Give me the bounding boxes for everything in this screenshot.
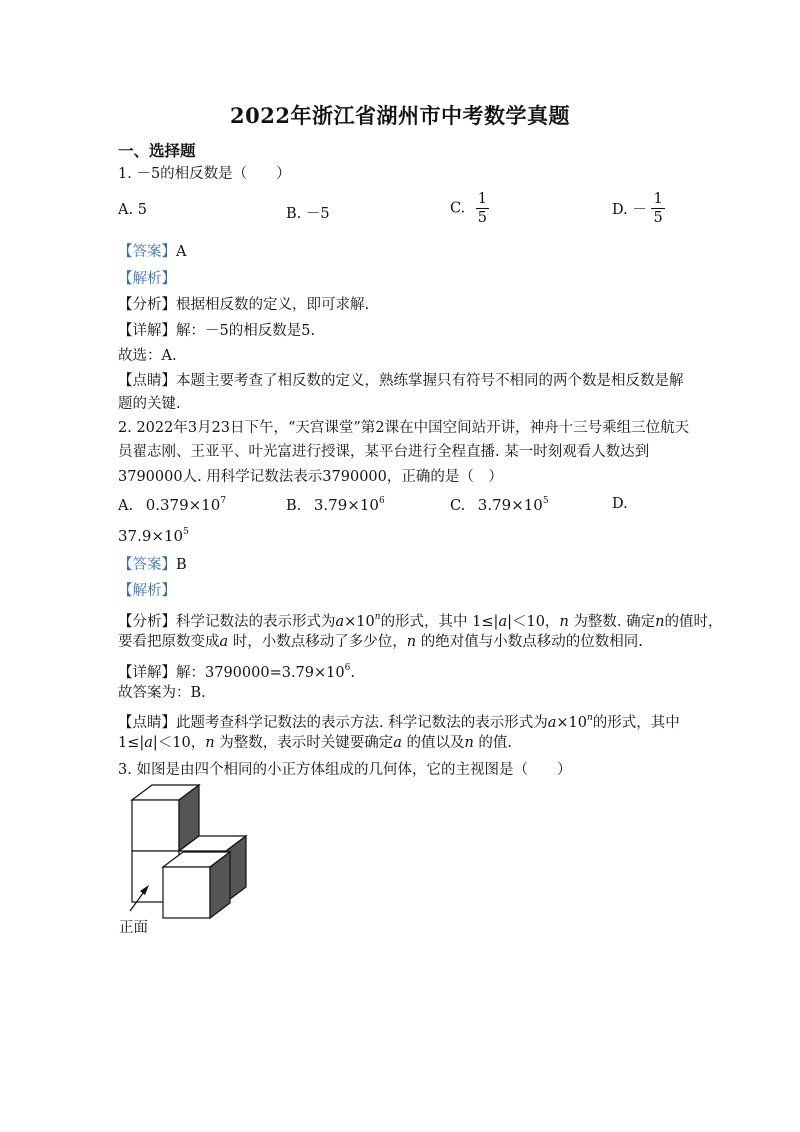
q2-option-d-value xyxy=(118,527,189,545)
q1-analysis-tag: 【解析】 xyxy=(118,271,176,287)
answer-value: A xyxy=(176,244,187,260)
fraction-numerator: 1 xyxy=(653,191,663,207)
q1-dianjing-line2: 题的关键. xyxy=(118,396,181,412)
front-cube-front-face xyxy=(163,867,210,918)
option-label: C. xyxy=(450,498,466,514)
sci-base: 3.79×10 xyxy=(477,496,543,514)
sci-exponent: 5 xyxy=(183,527,189,537)
q1-answer xyxy=(118,241,186,263)
top-cube-front-face xyxy=(132,800,179,851)
q2-dianjing-line1: 【点睛】此题考查科学记数法的表示方法. 科学记数法的表示形式为$a\times 10^n$的形式，其中 xyxy=(118,713,680,731)
answer-tag: 【答案】 xyxy=(118,244,176,260)
q1-option-c xyxy=(450,190,489,227)
q1-fenxi: 【分析】根据相反数的定义，即可求解. xyxy=(118,297,370,313)
q1-option-d xyxy=(612,190,665,227)
front-view-label: 正面 xyxy=(119,920,148,936)
q1-option-b: B. －5 xyxy=(286,206,330,222)
q2-option-a xyxy=(118,496,226,514)
q1-dianjing-line1: 【点睛】本题主要考查了相反数的定义，熟练掌握只有符号不相同的两个数是相反数是解 xyxy=(118,373,684,389)
option-label: A. xyxy=(118,498,134,514)
answer-tag: 【答案】 xyxy=(118,557,176,573)
q1-option-c-fraction xyxy=(476,190,489,227)
q1-option-d-label: D. － xyxy=(612,202,647,218)
q2-dianjing-line2: 1≤|a|＜10，n 为整数，表示时关键要确定a 的值以及n 的值. xyxy=(118,735,513,751)
q2-stem-line3: 3790000人. 用科学记数法表示3790000，正确的是（ ） xyxy=(118,469,503,485)
q2-fenxi-line2: 要看把原数变成a 时，小数点移动了多少位，n 的绝对值与小数点移动的位数相同. xyxy=(118,634,643,650)
fraction-denominator: 5 xyxy=(477,210,488,226)
q2-xiangjie: 【详解】解：$3790000=3.79\times 10^6$. xyxy=(118,663,355,681)
q2-guxuan: 故答案为：B. xyxy=(118,685,206,701)
q3-stem: 3. 如图是由四个相同的小正方体组成的几何体，它的主视图是（ ） xyxy=(118,762,572,778)
fraction-denominator: 5 xyxy=(653,210,663,226)
q1-option-a: A. 5 xyxy=(118,202,147,218)
sci-base: 0.379×10 xyxy=(145,496,221,514)
option-label: B. xyxy=(286,498,302,514)
answer-value: B xyxy=(176,557,187,573)
q1-stem: 1. －5的相反数是（ ） xyxy=(118,166,291,182)
sci-exponent: 5 xyxy=(542,496,549,506)
q1-xiangjie: 【详解】解：－5的相反数是5. xyxy=(118,323,316,339)
page-title: 2022年浙江省湖州市中考数学真题 xyxy=(230,103,570,128)
q1-guxuan: 故选：A. xyxy=(118,348,177,364)
q2-stem-line2: 员翟志刚、王亚平、叶光富进行授课，某平台进行全程直播. 某一时刻观看人数达到 xyxy=(118,444,650,460)
cube-figure xyxy=(118,783,258,938)
option-value xyxy=(146,496,226,514)
option-value xyxy=(314,496,385,514)
section-heading: 一、选择题 xyxy=(118,141,196,160)
sci-exponent: 6 xyxy=(378,496,385,506)
q2-analysis-tag: 【解析】 xyxy=(118,583,176,599)
fraction-numerator: 1 xyxy=(477,191,488,207)
q2-option-b xyxy=(286,496,385,514)
q1-option-c-label: C. xyxy=(450,200,466,217)
sci-base: 37.9×10 xyxy=(118,527,184,545)
option-value xyxy=(478,496,549,514)
q2-answer xyxy=(118,554,187,576)
q2-stem-line1: 2. 2022年3月23日下午，“天宫课堂”第2课在中国空间站开讲，神舟十三号乘组三位航天 xyxy=(118,420,690,436)
q2-fenxi-line1: 【分析】科学记数法的表示形式为$a\times 10^n$的形式，其中 1≤|a|＜10，n 为整数. 确定n的值时， xyxy=(118,612,723,630)
q2-option-c xyxy=(450,496,549,514)
q2-option-d-label: D. xyxy=(612,496,628,512)
q1-option-d-fraction xyxy=(651,190,664,227)
sci-base: 3.79×10 xyxy=(313,496,379,514)
sci-exponent: 7 xyxy=(220,496,227,506)
